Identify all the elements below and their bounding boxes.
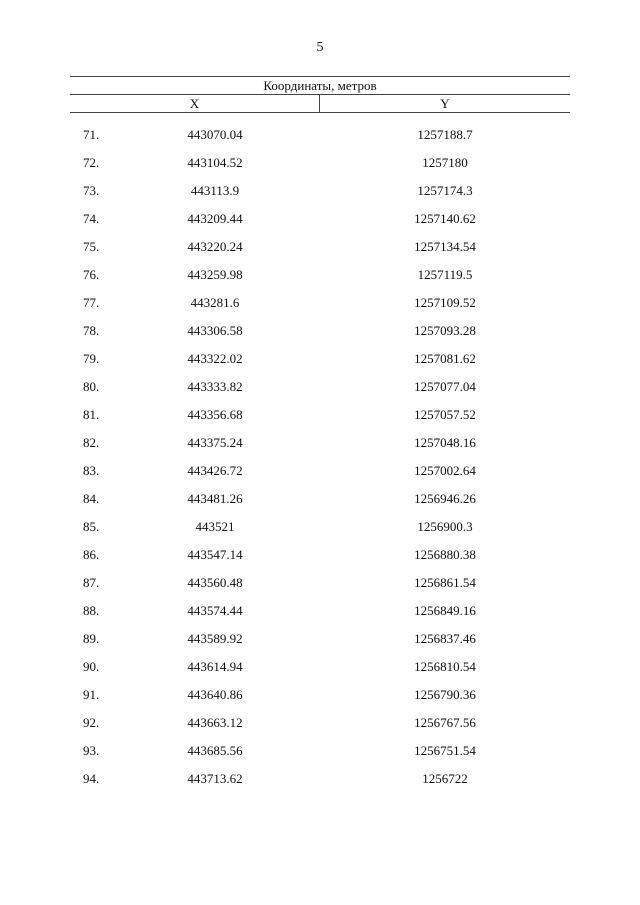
row-number: 78. <box>83 323 100 338</box>
y-coordinate: 1257134.54 <box>414 239 476 254</box>
column-headers <box>70 95 570 112</box>
x-coordinate: 443322.02 <box>187 351 243 366</box>
y-coordinate: 1257188.7 <box>417 127 473 142</box>
row-number: 72. <box>83 155 100 170</box>
y-coordinate: 1257109.52 <box>414 295 476 310</box>
header-bottom-rule <box>70 112 570 113</box>
table-row <box>70 709 570 737</box>
coordinates-group-title: Координаты, метров <box>263 78 377 93</box>
row-number: 81. <box>83 407 100 422</box>
y-coordinate: 1257140.62 <box>414 211 476 226</box>
row-number: 76. <box>83 267 100 282</box>
y-coordinate: 1257048.16 <box>414 435 476 450</box>
x-coordinate: 443663.12 <box>187 715 243 730</box>
x-coordinate: 443306.58 <box>187 323 243 338</box>
column-header-x: X <box>70 95 320 112</box>
row-number: 77. <box>83 295 100 310</box>
table-row <box>70 261 570 289</box>
y-coordinate: 1257057.52 <box>414 407 476 422</box>
row-number: 88. <box>83 603 100 618</box>
table-row <box>70 233 570 261</box>
row-number: 86. <box>83 547 100 562</box>
x-coordinate: 443547.14 <box>187 547 243 562</box>
x-coordinate: 443209.44 <box>187 211 243 226</box>
x-coordinate: 443713.62 <box>187 771 243 786</box>
y-coordinate: 1257180 <box>422 155 468 170</box>
x-coordinate: 443614.94 <box>187 659 243 674</box>
table-row <box>70 737 570 765</box>
x-coordinate: 443521 <box>195 519 235 534</box>
table-row <box>70 317 570 345</box>
coordinates-table-header <box>70 76 570 113</box>
row-number: 74. <box>83 211 100 226</box>
table-row <box>70 373 570 401</box>
row-number: 80. <box>83 379 100 394</box>
table-row <box>70 289 570 317</box>
y-coordinate: 1257119.5 <box>417 267 473 282</box>
x-coordinate: 443560.48 <box>187 575 243 590</box>
table-row <box>70 485 570 513</box>
y-coordinate: 1257081.62 <box>414 351 476 366</box>
x-coordinate: 443104.52 <box>187 155 243 170</box>
page-number: 5 <box>316 40 324 55</box>
y-coordinate: 1256849.16 <box>414 603 476 618</box>
row-number: 84. <box>83 491 100 506</box>
column-header-y: Y <box>440 96 450 111</box>
y-coordinate: 1256767.56 <box>414 715 476 730</box>
y-coordinate: 1256790.36 <box>414 687 476 702</box>
y-coordinate: 1256880.38 <box>414 547 476 562</box>
y-coordinate: 1256861.54 <box>414 575 476 590</box>
x-coordinate: 443574.44 <box>187 603 243 618</box>
y-coordinate: 1256810.54 <box>414 659 476 674</box>
row-number: 79. <box>83 351 100 366</box>
row-number: 90. <box>83 659 100 674</box>
row-number: 94. <box>83 771 100 786</box>
x-coordinate: 443259.98 <box>187 267 243 282</box>
row-number: 91. <box>83 687 100 702</box>
x-coordinate: 443356.68 <box>187 407 243 422</box>
row-number: 92. <box>83 715 100 730</box>
y-coordinate: 1256946.26 <box>414 491 476 506</box>
table-row <box>70 401 570 429</box>
row-number: 71. <box>83 127 100 142</box>
table-row <box>70 345 570 373</box>
y-coordinate: 1257002.64 <box>414 463 476 478</box>
table-row <box>70 765 570 793</box>
table-row <box>70 121 570 149</box>
table-row <box>70 513 570 541</box>
x-coordinate: 443281.6 <box>190 295 240 310</box>
y-coordinate: 1257077.04 <box>414 379 476 394</box>
row-number: 73. <box>83 183 100 198</box>
row-number: 89. <box>83 631 100 646</box>
table-row <box>70 541 570 569</box>
row-number: 93. <box>83 743 100 758</box>
row-number: 87. <box>83 575 100 590</box>
table-row <box>70 177 570 205</box>
table-row <box>70 429 570 457</box>
x-coordinate: 443589.92 <box>187 631 243 646</box>
y-coordinate: 1256837.46 <box>414 631 476 646</box>
x-coordinate: 443426.72 <box>187 463 243 478</box>
x-coordinate: 443481.26 <box>187 491 243 506</box>
row-number: 85. <box>83 519 100 534</box>
y-coordinate: 1257093.28 <box>414 323 476 338</box>
table-row <box>70 653 570 681</box>
table-row <box>70 149 570 177</box>
table-row <box>70 625 570 653</box>
table-row <box>70 569 570 597</box>
x-coordinate: 443333.82 <box>187 379 243 394</box>
y-coordinate: 1256751.54 <box>414 743 476 758</box>
x-coordinate: 443375.24 <box>187 435 243 450</box>
table-row <box>70 205 570 233</box>
x-coordinate: 443070.04 <box>187 127 243 142</box>
row-number: 83. <box>83 463 100 478</box>
row-number: 75. <box>83 239 100 254</box>
x-coordinate: 443220.24 <box>187 239 243 254</box>
table-row <box>70 457 570 485</box>
table-row <box>70 597 570 625</box>
y-coordinate: 1257174.3 <box>417 183 473 198</box>
row-number: 82. <box>83 435 100 450</box>
x-coordinate: 443113.9 <box>190 183 240 198</box>
coordinates-table-body <box>70 121 570 793</box>
table-row <box>70 681 570 709</box>
x-coordinate: 443640.86 <box>187 687 243 702</box>
x-coordinate: 443685.56 <box>187 743 243 758</box>
y-coordinate: 1256900.3 <box>417 519 473 534</box>
y-coordinate: 1256722 <box>422 771 468 786</box>
